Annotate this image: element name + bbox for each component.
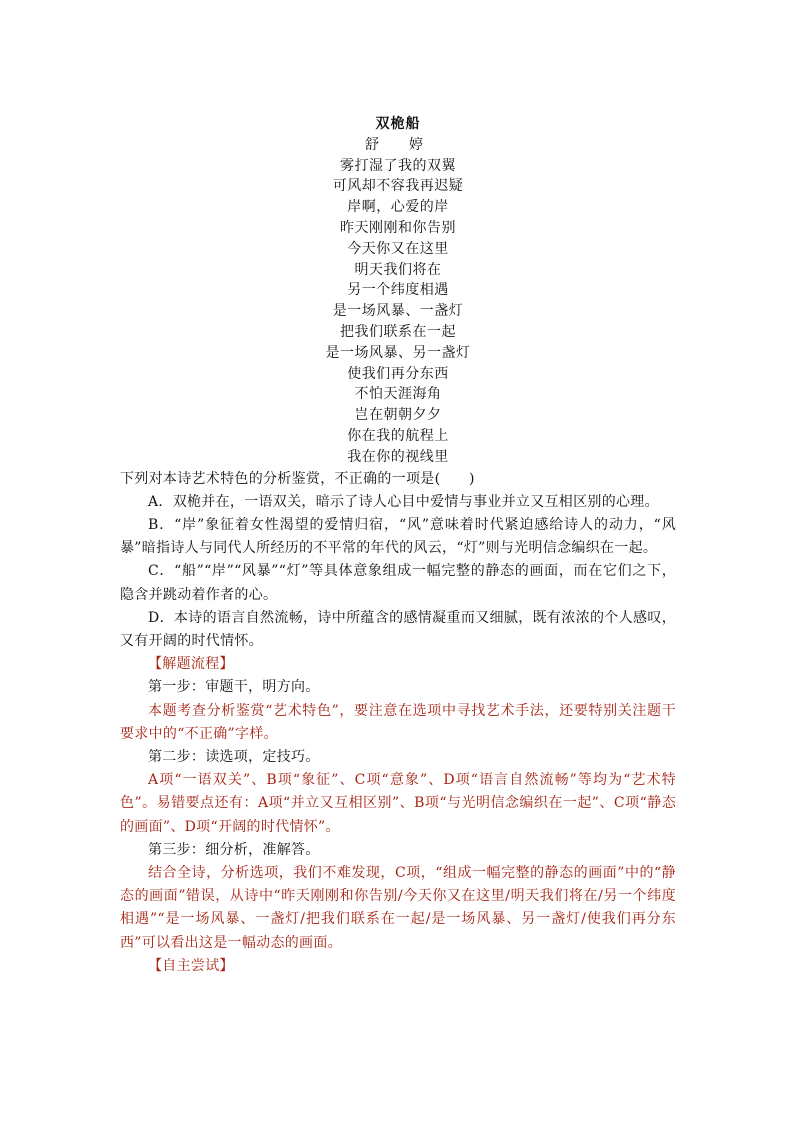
option-c: C．“船”“岸”“风暴”“灯”等具体意象组成一幅完整的静态的画面，而在它们之下，隐含并跳动着作者的心。	[120, 563, 676, 603]
poem	[120, 114, 676, 468]
question-stem: 下列对本诗艺术特色的分析鉴赏，不正确的一项是( )	[120, 470, 475, 487]
option-b: B．“岸”象征着女性渴望的爱情归宿，“风”意味着时代紧迫感给诗人的动力，“风暴”暗指诗人与同代人所经历的不平常的年代的风云，“灯”则与光明信念编织在一起。	[120, 516, 676, 557]
poem-line: 昨天刚刚和你告别	[340, 219, 456, 236]
option-d: D．本诗的语言自然流畅，诗中所蕴含的感情凝重而又细腻，既有浓浓的个人感叹，又有开阔的时代情怀。	[120, 609, 676, 649]
poem-line: 今天你又在这里	[347, 240, 449, 257]
poem-line: 另一个纬度相遇	[347, 282, 449, 299]
option-a: A．双桅并在，一语双关，暗示了诗人心目中爱情与事业并立又互相区别的心理。	[148, 493, 659, 510]
step3-title: 第三步：细分析，准解答。	[148, 841, 320, 858]
solution-heading: 【解题流程】	[148, 656, 234, 673]
poem-line: 把我们联系在一起	[340, 323, 456, 340]
poem-title: 双桅船	[375, 116, 421, 132]
step1-text: 本题考查分析鉴赏“艺术特色”，要注意在选项中寻找艺术手法，还要特别关注题干要求中的“不正确”字样。	[120, 702, 676, 742]
poem-line: 是一场风暴、另一盏灯	[325, 344, 471, 361]
poem-line: 岂在朝朝夕夕	[354, 407, 442, 424]
poem-author: 舒 婷	[365, 136, 431, 153]
poem-line: 明天我们将在	[354, 261, 442, 278]
poem-line: 不怕天涯海角	[354, 386, 442, 403]
poem-line: 我在你的视线里	[347, 448, 449, 465]
poem-line: 雾打湿了我的双翼	[340, 157, 456, 174]
step2-title: 第二步：读选项，定技巧。	[148, 748, 320, 765]
step2-text: A项“一语双关”、B项“象征”、C项“意象”、D项“语言自然流畅”等均为“艺术特色”。易错要点还有：A项“并立又互相区别”、B项“与光明信念编织在一起”、C项“静态的画面”、D项“开阔的时代情怀”。	[120, 772, 676, 835]
poem-line: 你在我的航程上	[347, 427, 449, 444]
poem-line: 岸啊，心爱的岸	[347, 199, 449, 216]
step1-title: 第一步：审题干，明方向。	[148, 679, 320, 696]
poem-line: 可风却不容我再迟疑	[332, 178, 464, 195]
document-page	[120, 114, 676, 978]
poem-line: 使我们再分东西	[347, 365, 449, 382]
step3-text: 结合全诗，分析选项，我们不难发现，C项，“组成一幅完整的静态的画面”中的“静态的画面”错误，从诗中“昨天刚刚和你告别/今天你又在这里/明天我们将在/另一个纬度相遇”“是一场风暴、一盏灯/把我们联系在一起/是一场风暴、另一盏灯/使我们再分东西”可以看出这是一幅动态的画面。	[120, 865, 676, 951]
self-try-heading: 【自主尝试】	[148, 957, 234, 974]
question-block	[120, 468, 676, 978]
poem-line: 是一场风暴、一盏灯	[332, 303, 464, 320]
